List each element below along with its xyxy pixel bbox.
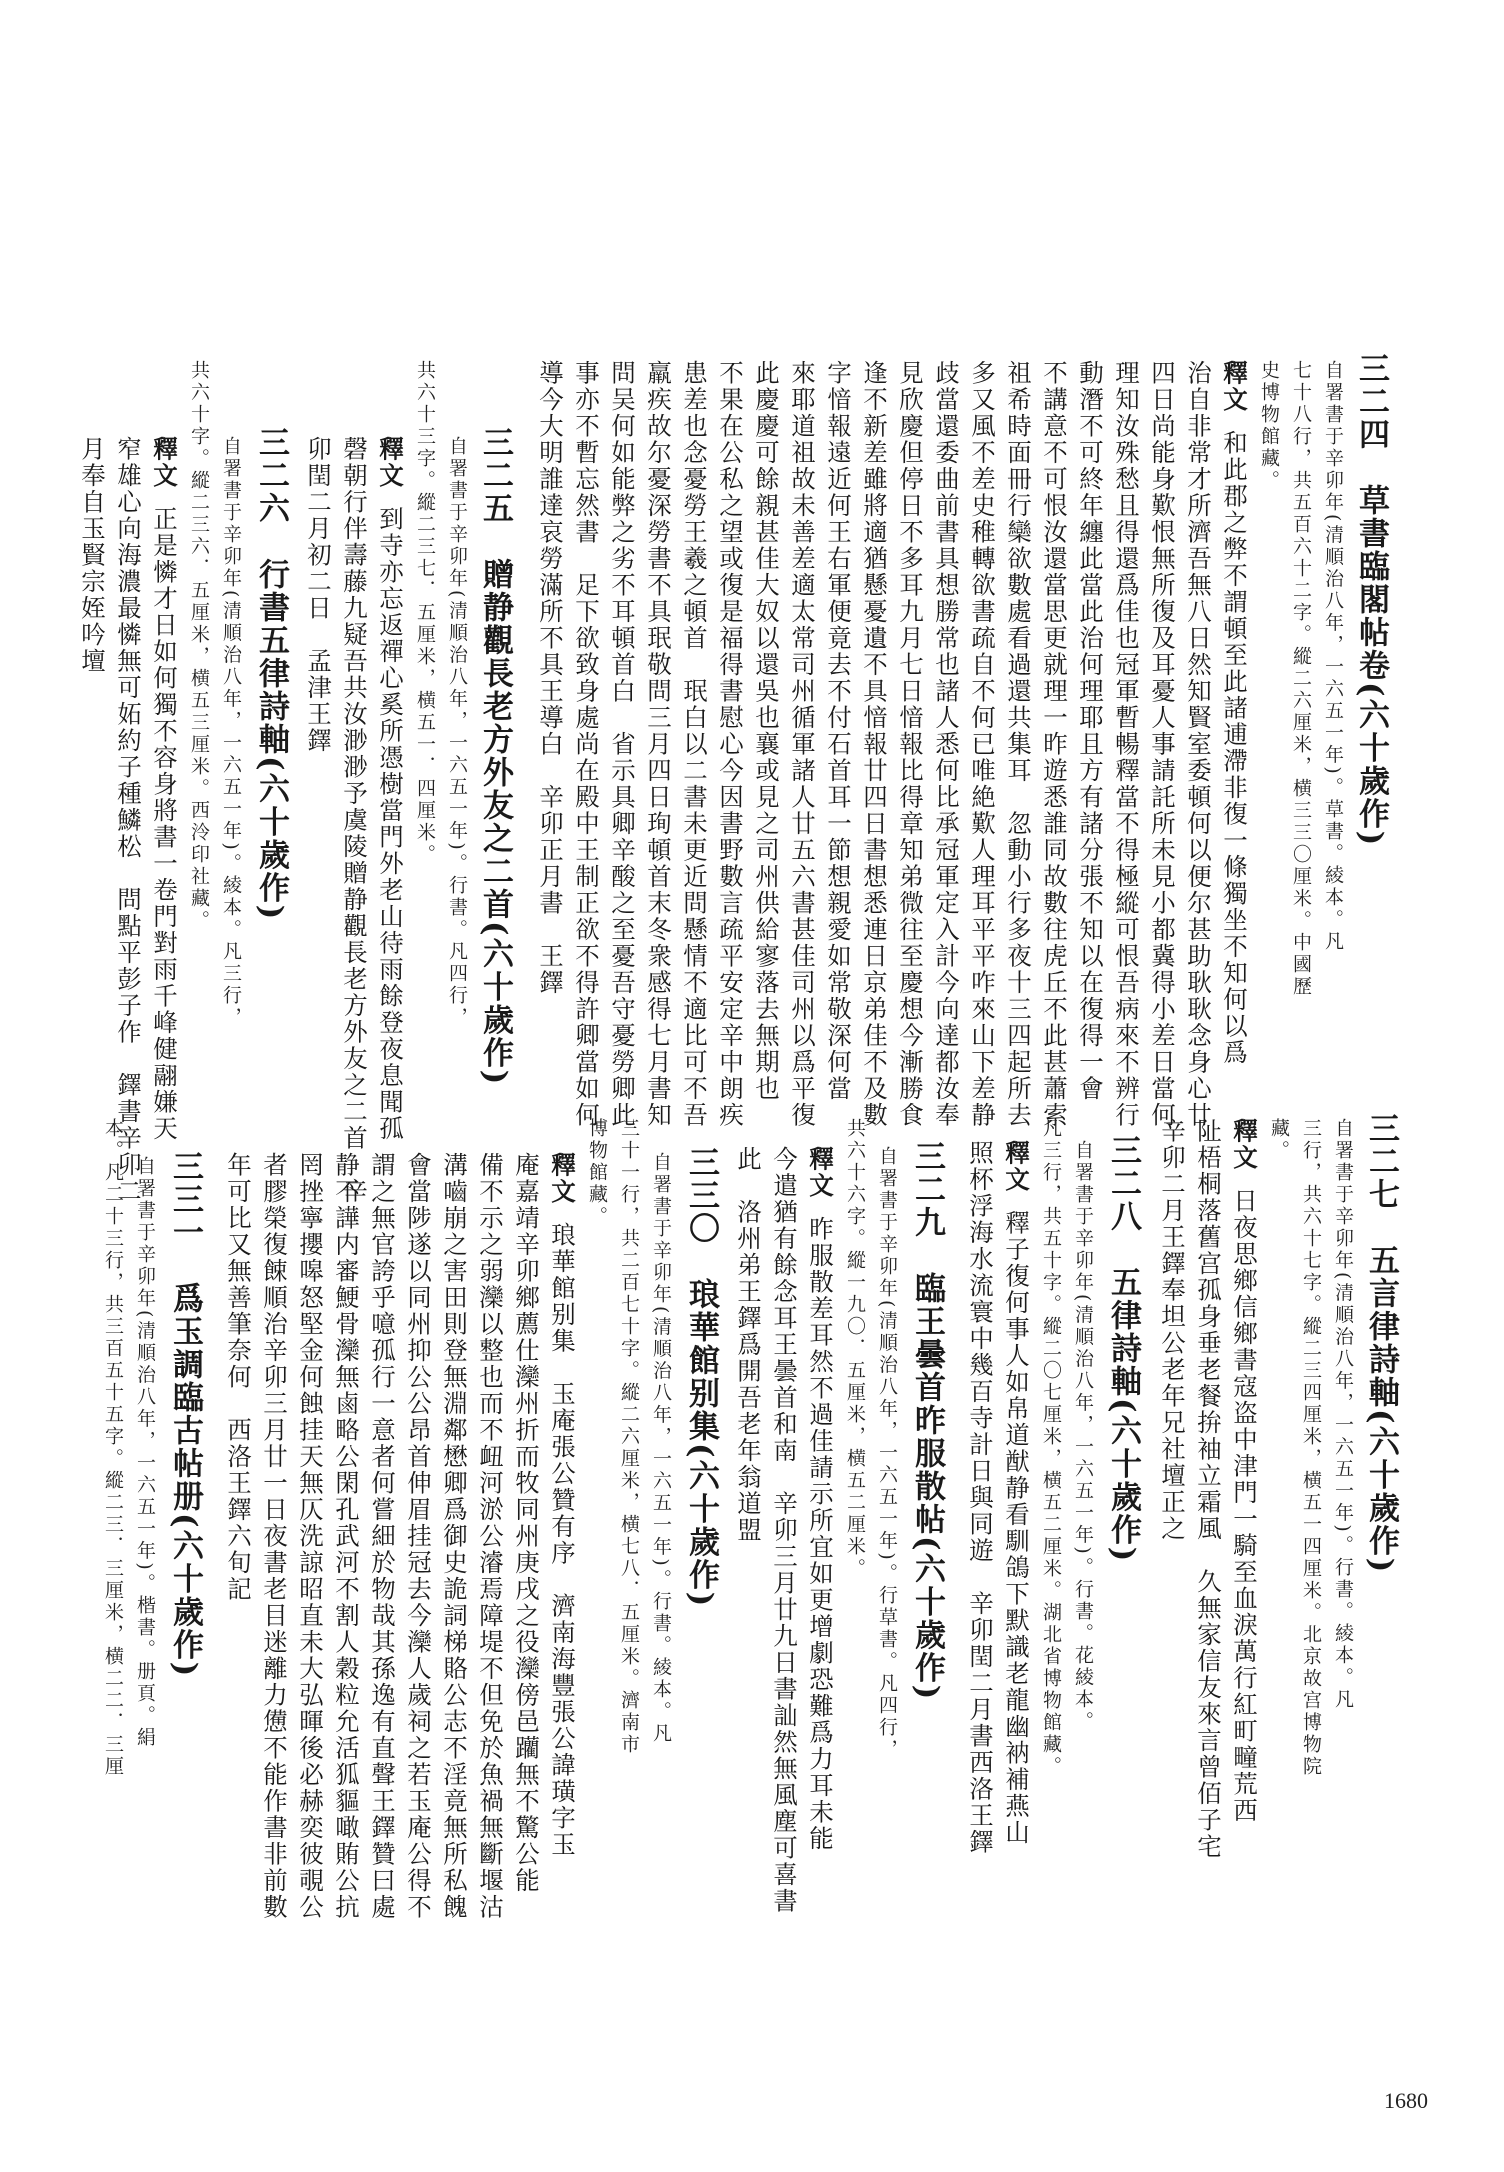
entry-330-meta-1: 自署書于辛卯年(清順治八年，一六五一年)。行書。綾本。凡 [650, 1152, 672, 1745]
entry-324-line: 字愔報遠近何王右軍便竟去不付石首耳一節想親愛如常敬深何當 [824, 360, 853, 1102]
entry-324-line: 問吴何如能弊之劣不耳頓首白 省示具卿辛酸之至憂吾守憂勞卿此 [608, 360, 637, 1129]
entry-328-label: 釋文 [1002, 1140, 1031, 1193]
entry-324-line: 不果在公私之望或復是福得書慰心今因書野數言疏平安定辛中朗疾 [716, 360, 745, 1129]
entry-324-line: 歧當還委曲前書具想勝常也諸人悉何比承冠軍定入計今向達都汝奉 [932, 360, 961, 1129]
entry-328-meta-2: 凡三行，共五十字。縱二〇七厘米，横五二厘米。湖北省博物館藏。 [1040, 1118, 1062, 1778]
entry-325-meta-1: 自署書于辛卯年(清順治八年，一六五一年)。行書。凡四行， [446, 436, 468, 1029]
entry-329-meta-2: 共六十六字。縱一九〇．五厘米，横五二厘米。 [844, 1118, 866, 1580]
entry-327-meta-1: 自署書于辛卯年(清順治八年，一六五一年)。行書。綾本。凡 [1332, 1118, 1354, 1711]
entry-325-line: 到寺亦忘返禪心奚所憑樹當門外老山待雨餘登夜息聞孤 [376, 506, 405, 1142]
entry-330-line: 罔挫寧攖嗥怒堅金何蝕挂天無仄洗諒昭直未大弘暉後必赫奕彼覗公 [296, 1152, 325, 1921]
entry-324-line: 事亦不暫忘然書 足下欲致身處尚在殿中王制正欲不得許卿當如何 [572, 360, 601, 1129]
entry-330-line: 琅華館别集 玉庵張公贊有序 濟南海豐張公諱璜字玉 [548, 1222, 577, 1858]
entry-330-line: 溝嚙崩之害田則登無淵鄰懋卿爲御史詭詞梯賂公志不淫竟無所私餽 [440, 1152, 469, 1921]
page-number: 1680 [1384, 2088, 1428, 2113]
entry-327-title: 三二七 五言律詩軸(六十歲作) [1363, 1112, 1399, 1575]
entry-328-title: 三二八 五律詩軸(六十歲作) [1105, 1134, 1141, 1564]
entry-329-meta-1: 自署書于辛卯年(清順治八年，一六五一年)。行草書。凡四行， [876, 1146, 898, 1761]
entry-324-line: 此慶慶可餘親甚佳大奴以還吳也襄或見之司州供給寥落去無期也 [752, 360, 781, 1102]
entry-327-line: 阯梧桐落舊宫孤身垂老餐拚袖立霜風 久無家信友來言曾佰子宅 [1194, 1118, 1223, 1860]
entry-325-line: 磬朝行伴壽藤九疑吾共汝渺渺予虞陵贈静觀長老方外友之二首 辛 [340, 436, 369, 1205]
entry-330-line: 備不示之弱灤以整也而不衄河淤公濬焉障堤不但免於魚禍無斷堰沽 [476, 1152, 505, 1921]
entry-330-line: 謂之無官誇乎噫孤行一意者何嘗細於物哉其孫逸有直聲王鐸贊曰處 [368, 1152, 397, 1921]
entry-327-line: 辛卯二月王鐸奉坦公老年兄社壇正之 [1158, 1118, 1187, 1542]
entry-330-line: 者膠榮復餗順治辛卯三月廿一日夜書老目迷離力憊不能作書非前數 [260, 1152, 289, 1921]
entry-325-label: 釋文 [376, 436, 405, 489]
entry-324-line: 理知汝殊愁且得還爲佳也冠軍暫暢釋當不得極縱可恨吾病來不辨行 [1112, 360, 1141, 1129]
entry-328-line: 照杯浮海水流寰中幾百寺計日與同遊 辛卯閏二月書西洛王鐸 [966, 1140, 995, 1856]
entry-326-title: 三二六 行書五律詩軸(六十歲作) [253, 426, 289, 922]
entry-324-line: 患差也念憂勞王羲之頓首 珉白以二書未更近問懸情不適比可不吾 [680, 360, 709, 1129]
entry-328-meta-1: 自署書于辛卯年(清順治八年，一六五一年)。行書。花綾本。 [1072, 1140, 1094, 1733]
entry-324-line: 逢不新差雖將適猶懸憂遺不具愔報廿四日書想悉連日京弟佳不及數 [860, 360, 889, 1129]
entry-324-line: 羸疾故尔憂深勞書不具珉敬問三月四日珣頓首末冬衆感得七月書知 [644, 360, 673, 1129]
entry-326-meta-1: 自署書于辛卯年(清順治八年，一六五一年)。綾本。凡三行， [220, 436, 242, 1029]
entry-327-label: 釋文 [1230, 1118, 1259, 1171]
entry-324-label: 釋文 [1220, 360, 1249, 413]
entry-329-title: 三二九 臨王曇首昨服散帖(六十歲作) [909, 1140, 945, 1702]
entry-324-line: 祖希時面冊行欒欲數處看過還共集耳 忽動小行多夜十三四起所去 [1004, 360, 1033, 1129]
entry-330-meta-2: 三十一行，共二百七十字。縱二六厘米，横七八．五厘米。濟南市 [618, 1118, 640, 1756]
entry-326-line: 正是憐才日如何獨不容身將書一卷門對雨千峰健翮嫌天 [150, 506, 179, 1142]
entry-325-title: 三二五 贈静觀長老方外友之二首(六十歲作) [477, 426, 513, 1087]
entry-329-line: 此 洛州弟王鐸爲開吾老年翁道盟 [734, 1146, 763, 1544]
entry-327-meta-2: 三行，共六十七字。縱二三四厘米，横五一四厘米。北京故宫博物院 [1300, 1118, 1322, 1778]
entry-327-meta-3: 藏。 [1268, 1118, 1290, 1162]
entry-326-meta-2: 共六十字。縱二三六．五厘米，横五三厘米。西泠印社藏。 [188, 360, 210, 932]
entry-324-line: 動潛不可終年纏此當此治何理耶且方有諸分張不知以在復得一會 [1076, 360, 1105, 1102]
entry-325-line: 卯閏二月初二日 孟津王鐸 [304, 436, 333, 754]
entry-331-title: 三三一 爲玉調臨古帖册(六十歲作) [167, 1150, 203, 1679]
entry-324-line: 四日尚能身歎恨無所復及耳憂人事請託所未見小都冀得小差日當何 [1148, 360, 1177, 1129]
entry-330-label: 釋文 [548, 1152, 577, 1205]
entry-326-line: 月奉自玉賢宗姪吟壇 [78, 436, 107, 675]
entry-324-line: 不講意不可恨汝還當思更就理一昨遊悉誰同故數往虎丘不此甚蕭索 [1040, 360, 1069, 1129]
entry-330-line: 静不譁内審鯁骨灤無鹵略公閑孔武河不割人穀粒允活狐貙噉賄公抗 [332, 1152, 361, 1921]
entry-329-label: 釋文 [806, 1146, 835, 1199]
entry-324-line: 見欣慶但停日不多耳九月七日愔報比得章知弟微往至慶想今漸勝食 [896, 360, 925, 1129]
entry-330-line: 庵嘉靖辛卯鄉薦仕灤州折而牧同州庚戌之役灤傍邑躪無不驚公能 [512, 1152, 541, 1894]
entry-329-line: 今遣猶有餘念耳王曇首和南 辛卯三月廿九日書訕然無風塵可喜書 [770, 1146, 799, 1915]
entry-326-label: 釋文 [150, 436, 179, 489]
entry-324-line: 來耶道祖故未善差適太常司州循軍諸人廿五六書甚佳司州以爲平復 [788, 360, 817, 1129]
entry-331-meta-2: 本。凡二十三行，共三百五十五字。縱二三．三厘米，横二二．三厘 [102, 1118, 124, 1778]
entry-324-meta-2: 七十八行，共五百六十二字。縱二六厘米，横三三〇厘米。中國歷 [1290, 360, 1312, 998]
entry-330-title: 三三〇 琅華館别集(六十歲作) [683, 1146, 719, 1609]
entry-331-meta-1: 自署書于辛卯年(清順治八年，一六五一年)。楷書。册頁。絹 [134, 1156, 156, 1749]
entry-324-line: 導今大明誰達哀勞滿所不具王導白 辛卯正月書 王鐸 [536, 360, 565, 996]
entry-324-line: 和此郡之弊不謂頓至此諸逋滯非復一條獨坐不知何以爲 [1220, 430, 1249, 1066]
entry-330-line: 年可比又無善筆奈何 西洛王鐸六旬記 [224, 1152, 253, 1603]
entry-328-line: 釋子復何事人如帛道猷静看馴鴿下默識老龍幽衲補燕山 [1002, 1210, 1031, 1846]
entry-330-meta-3: 博物館藏。 [586, 1118, 608, 1228]
entry-324-meta-3: 史博物館藏。 [1258, 360, 1280, 492]
entry-325-meta-2: 共六十三字。縱二三七．五厘米，横五一．四厘米。 [414, 360, 436, 866]
entry-324-meta-1: 自署書于辛卯年(清順治八年，一六五一年)。草書。綾本。凡 [1322, 360, 1344, 953]
entry-324-title: 三二四 草書臨閣帖卷(六十歲作) [1353, 352, 1389, 848]
entry-326-line: 窄雄心向海濃最憐無可妬約子種鱗松 問點平彭子作 鐸書辛卯二 [114, 436, 143, 1205]
entry-330-line: 會當陟遂以同州抑公公昂首伸眉挂冠去今灤人歲祠之若玉庵公得不 [404, 1152, 433, 1921]
entry-329-line: 昨服散差耳然不過佳請示所宜如更增劇恐難爲力耳未能 [806, 1216, 835, 1852]
entry-327-line: 日夜思鄉信鄉書寇盗中津門一騎至血淚萬行紅町疃荒西 [1230, 1188, 1259, 1824]
entry-324-line: 多又風不差史稚轉欲書疏自不何已唯絶歎人理耳平平咋來山下差静 [968, 360, 997, 1129]
entry-324-line: 治自非常才所濟吾無八日然知賢室委頓何以便尔甚助耿耿念身心廿 [1184, 360, 1213, 1129]
